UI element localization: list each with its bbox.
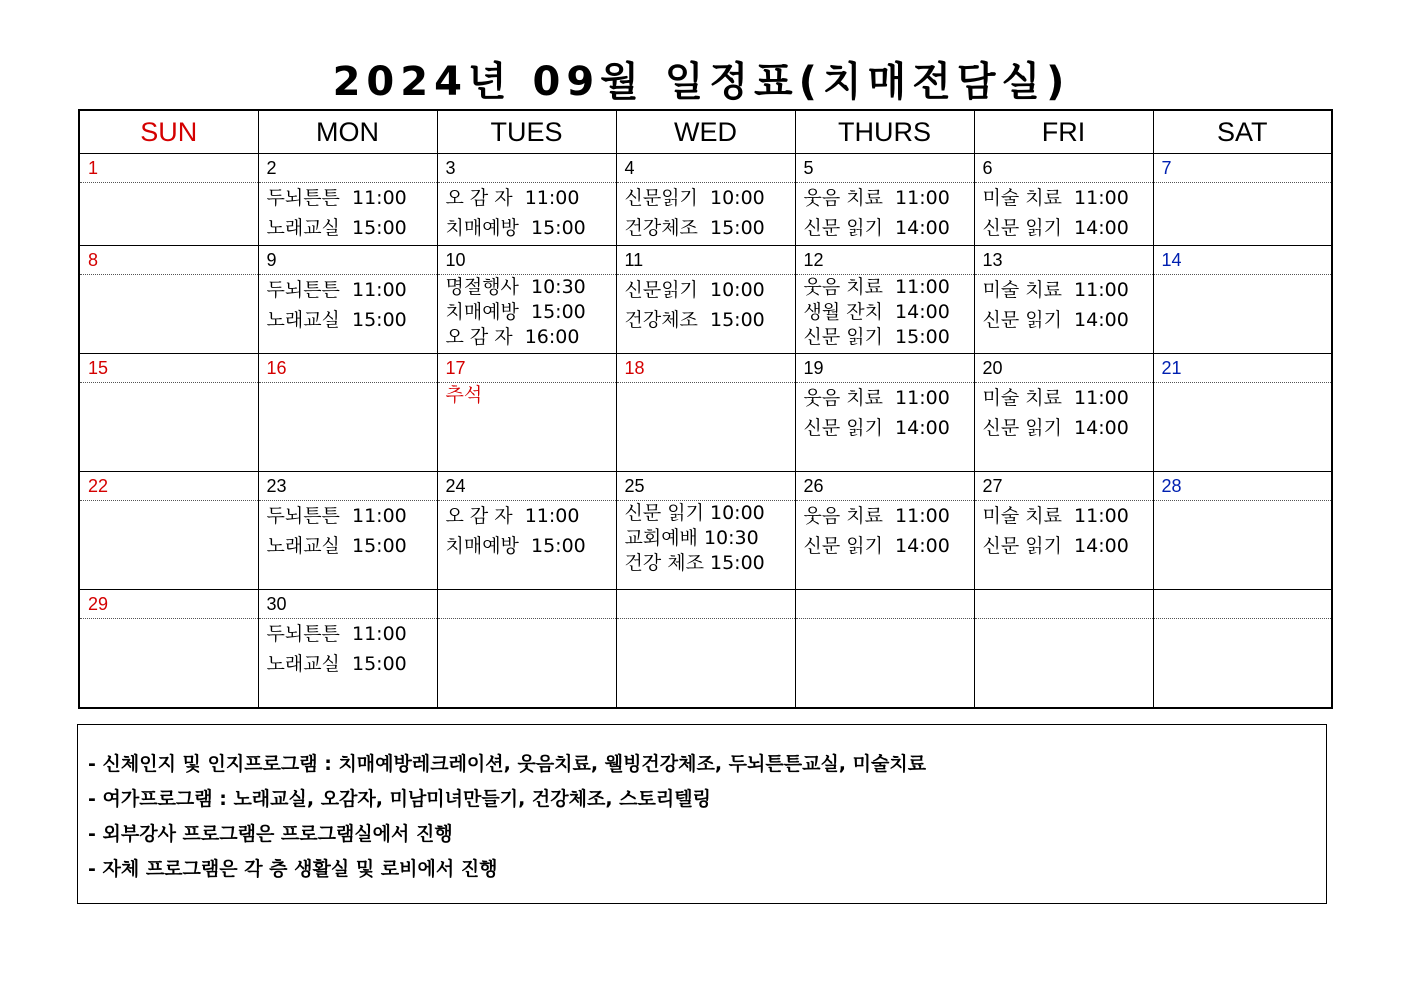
activity-item: 신문 읽기 10:00 <box>624 502 765 524</box>
activity-item: 두뇌튼튼 11:00 <box>266 505 407 527</box>
activity-cell <box>974 275 1153 354</box>
activity-item: 건강체조 15:00 <box>624 217 765 239</box>
header-mon: MON <box>258 110 437 154</box>
activity-cell <box>1153 275 1332 354</box>
activity-cell <box>258 275 437 354</box>
activity-item: 신문읽기 10:00 <box>624 279 765 301</box>
activity-cell <box>795 619 974 709</box>
calendar-body <box>79 154 1332 709</box>
date-number <box>437 590 616 619</box>
header-wed: WED <box>616 110 795 154</box>
activity-cell <box>258 183 437 246</box>
activity-item: 두뇌튼튼 11:00 <box>266 279 407 301</box>
page-title: 2024년 09월 일정표(치매전담실) <box>332 59 1071 105</box>
activity-item: 신문 읽기 14:00 <box>982 535 1129 557</box>
activity-cell <box>437 183 616 246</box>
date-number: 13 <box>974 246 1153 275</box>
date-number: 1 <box>79 154 258 183</box>
date-row <box>79 246 1332 275</box>
activity-item: 미술 치료 11:00 <box>982 187 1129 209</box>
activity-item: 웃음 치료 11:00 <box>803 505 950 527</box>
activity-item: 미술 치료 11:00 <box>982 279 1129 301</box>
date-number: 18 <box>616 354 795 383</box>
activity-cell <box>616 275 795 354</box>
date-number: 16 <box>258 354 437 383</box>
note-line: - 여가프로그램 : 노래교실, 오감자, 미남미녀만들기, 건강체조, 스토리텔링 <box>88 788 711 810</box>
date-number: 7 <box>1153 154 1332 183</box>
date-row <box>79 590 1332 619</box>
activity-cell <box>795 383 974 472</box>
activity-item: 웃음 치료 11:00 <box>803 276 950 298</box>
activity-item: 신문 읽기 14:00 <box>803 217 950 239</box>
activity-item: 신문 읽기 14:00 <box>982 309 1129 331</box>
activity-cell <box>616 183 795 246</box>
activity-cell <box>258 501 437 590</box>
activity-item: 웃음 치료 11:00 <box>803 387 950 409</box>
date-number: 11 <box>616 246 795 275</box>
date-number: 3 <box>437 154 616 183</box>
activity-cell <box>258 619 437 709</box>
date-number: 24 <box>437 472 616 501</box>
activity-item: 명절행사 10:30 <box>445 276 586 298</box>
activity-cell <box>974 619 1153 709</box>
date-number: 14 <box>1153 246 1332 275</box>
activity-cell <box>974 183 1153 246</box>
activity-item: 교회예배 10:30 <box>624 527 759 549</box>
activity-item: 신문읽기 10:00 <box>624 187 765 209</box>
activity-item: 웃음 치료 11:00 <box>803 187 950 209</box>
date-number: 26 <box>795 472 974 501</box>
date-number <box>974 590 1153 619</box>
date-number: 19 <box>795 354 974 383</box>
activity-item: 오 감 자 11:00 <box>445 187 580 209</box>
date-number: 25 <box>616 472 795 501</box>
header-sun: SUN <box>79 110 258 154</box>
activity-cell <box>79 619 258 709</box>
activity-row <box>79 383 1332 472</box>
activity-cell <box>616 383 795 472</box>
date-number: 8 <box>79 246 258 275</box>
activity-item: 두뇌튼튼 11:00 <box>266 623 407 645</box>
activity-item: 건강체조 15:00 <box>624 309 765 331</box>
activity-cell <box>437 501 616 590</box>
activity-item: 미술 치료 11:00 <box>982 387 1129 409</box>
activity-cell <box>79 383 258 472</box>
activity-cell <box>437 383 616 472</box>
date-number <box>795 590 974 619</box>
activity-item: 신문 읽기 14:00 <box>982 217 1129 239</box>
activity-item: 두뇌튼튼 11:00 <box>266 187 407 209</box>
date-number: 2 <box>258 154 437 183</box>
activity-cell <box>79 183 258 246</box>
date-row <box>79 354 1332 383</box>
activity-row <box>79 183 1332 246</box>
date-row <box>79 472 1332 501</box>
note-line: - 외부강사 프로그램은 프로그램실에서 진행 <box>88 823 453 845</box>
date-number: 29 <box>79 590 258 619</box>
activity-row <box>79 619 1332 709</box>
activity-cell <box>974 383 1153 472</box>
weekday-header-row <box>79 110 1332 154</box>
activity-item: 미술 치료 11:00 <box>982 505 1129 527</box>
date-number: 28 <box>1153 472 1332 501</box>
activity-item: 신문 읽기 14:00 <box>982 417 1129 439</box>
activity-item: 추석 <box>445 384 483 406</box>
activity-item: 건강 체조 15:00 <box>624 552 765 574</box>
date-number: 15 <box>79 354 258 383</box>
activity-item: 신문 읽기 14:00 <box>803 417 950 439</box>
activity-cell <box>79 275 258 354</box>
activity-cell <box>616 501 795 590</box>
activity-row <box>79 501 1332 590</box>
date-number: 27 <box>974 472 1153 501</box>
date-number: 30 <box>258 590 437 619</box>
activity-cell <box>795 275 974 354</box>
activity-item: 치매예방 15:00 <box>445 535 586 557</box>
activity-item: 노래교실 15:00 <box>266 535 407 557</box>
activity-cell <box>1153 619 1332 709</box>
activity-cell <box>1153 183 1332 246</box>
date-number: 20 <box>974 354 1153 383</box>
activity-item: 오 감 자 11:00 <box>445 505 580 527</box>
header-tue: TUES <box>437 110 616 154</box>
activity-item: 신문 읽기 15:00 <box>803 326 950 348</box>
activity-cell <box>1153 383 1332 472</box>
date-number: 22 <box>79 472 258 501</box>
activity-item: 노래교실 15:00 <box>266 309 407 331</box>
activity-item: 노래교실 15:00 <box>266 217 407 239</box>
header-fri: FRI <box>974 110 1153 154</box>
activity-row <box>79 275 1332 354</box>
date-number: 5 <box>795 154 974 183</box>
activity-cell <box>795 501 974 590</box>
date-number: 23 <box>258 472 437 501</box>
date-number: 6 <box>974 154 1153 183</box>
date-number: 17 <box>437 354 616 383</box>
note-line: - 신체인지 및 인지프로그램 : 치매예방레크레이션, 웃음치료, 웰빙건강체조, 두뇌튼튼교실, 미술치료 <box>88 753 927 775</box>
notes-box <box>77 724 1327 904</box>
activity-item: 치매예방 15:00 <box>445 217 586 239</box>
activity-cell <box>974 501 1153 590</box>
date-number: 12 <box>795 246 974 275</box>
date-number: 4 <box>616 154 795 183</box>
date-number: 21 <box>1153 354 1332 383</box>
activity-item: 노래교실 15:00 <box>266 653 407 675</box>
activity-cell <box>616 619 795 709</box>
note-line: - 자체 프로그램은 각 층 생활실 및 로비에서 진행 <box>88 858 498 880</box>
activity-item: 생월 잔치 14:00 <box>803 301 950 323</box>
activity-item: 오 감 자 16:00 <box>445 326 580 348</box>
date-number <box>616 590 795 619</box>
date-row <box>79 154 1332 183</box>
calendar-table <box>78 109 1333 709</box>
date-number: 9 <box>258 246 437 275</box>
activity-cell <box>437 619 616 709</box>
activity-cell <box>795 183 974 246</box>
header-sat: SAT <box>1153 110 1332 154</box>
activity-cell <box>1153 501 1332 590</box>
date-number <box>1153 590 1332 619</box>
activity-cell <box>79 501 258 590</box>
activity-cell <box>258 383 437 472</box>
activity-cell <box>437 275 616 354</box>
header-thu: THURS <box>795 110 974 154</box>
date-number: 10 <box>437 246 616 275</box>
activity-item: 치매예방 15:00 <box>445 301 586 323</box>
activity-item: 신문 읽기 14:00 <box>803 535 950 557</box>
